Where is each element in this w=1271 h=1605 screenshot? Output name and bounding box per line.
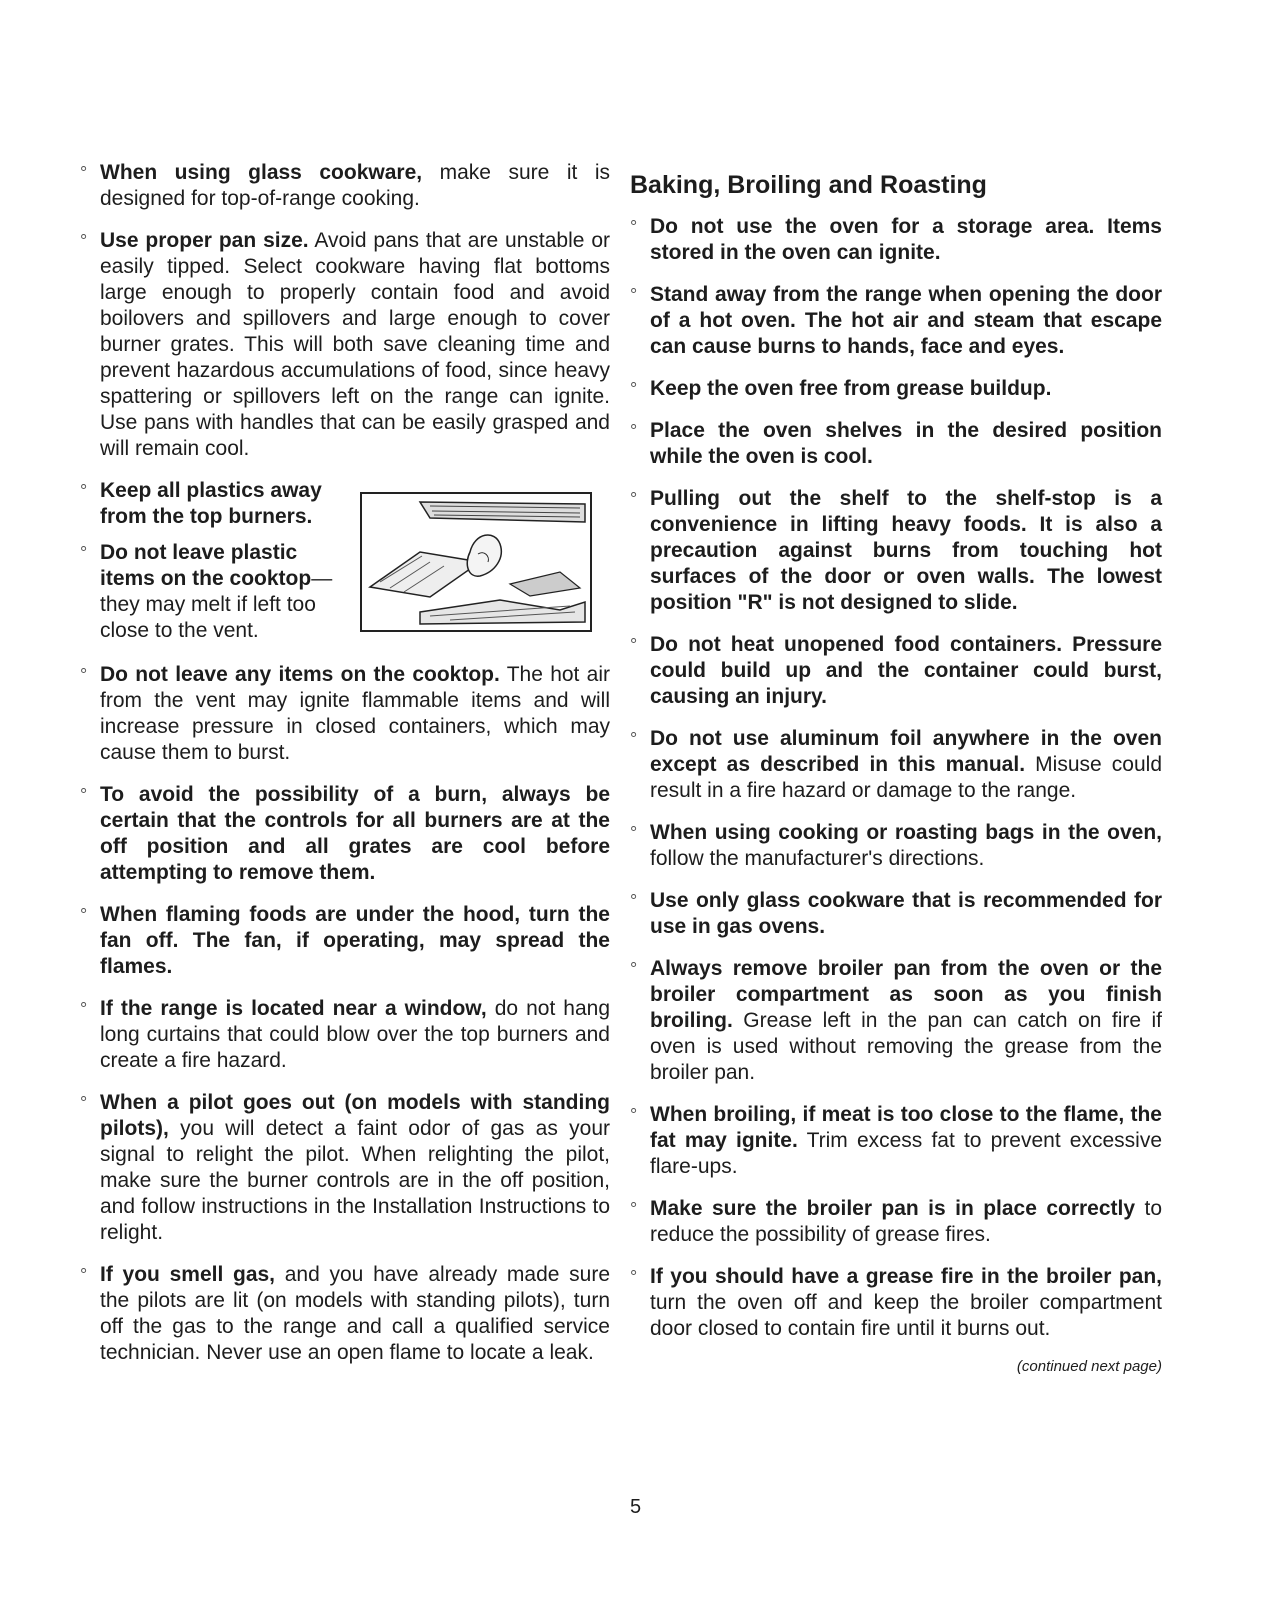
bullet-icon: ° [630,823,638,843]
bullet-item [628,486,1162,616]
bullet-lead-text: Do not heat unopened food containers. Pressure could build up and the container could burst, causing an injury. [650,633,1162,708]
bullet-item [78,478,348,530]
bullet-icon: ° [80,163,88,183]
bullet-icon: ° [80,1265,88,1285]
bullet-item [78,662,610,766]
page-number: 5 [629,1496,642,1518]
bullet-lead-text: If the range is located near a window, [100,997,487,1020]
bullet-icon: ° [80,905,88,925]
bullet-lead-text: If you smell gas, [100,1263,276,1286]
bullet-item [628,632,1162,710]
bullet-body-text: to reduce the possibility of grease fires. [650,1197,1162,1246]
bullet-body-text: —they may melt if left too close to the vent. [100,567,333,642]
bullet-item [78,1262,610,1366]
bullet-icon: ° [80,231,88,251]
bullet-item [78,902,610,980]
bullet-icon: ° [80,665,88,685]
bullet-item [628,888,1162,940]
bullet-item [78,160,610,212]
bullet-lead-text: Do not use aluminum foil anywhere in the oven except as described in this manual. [650,727,1162,776]
bullet-body-text: The hot air from the vent may ignite flammable items and will increase pressure in closed containers, which may cause them to burst. [100,663,610,764]
bullet-icon: ° [630,379,638,399]
bullet-lead-text: Keep all plastics away from the top burners. [100,479,322,528]
bullet-body-text: turn the oven off and keep the broiler compartment door closed to contain fire until it burns out. [650,1291,1162,1340]
left-column [78,160,610,1382]
bullet-lead-text: Make sure the broiler pan is in place correctly [650,1197,1136,1220]
bullet-body-text: Trim excess fat to prevent excessive flare-ups. [650,1129,1162,1178]
bullet-lead-text: When flaming foods are under the hood, turn the fan off. The fan, if operating, may spread the flames. [100,903,610,978]
bullet-body-text: Grease left in the pan can catch on fire if oven is used without removing the grease from the broiler pan. [650,1009,1162,1084]
bullet-icon: ° [630,1199,638,1219]
continued-note: (continued next page) [1016,1358,1162,1375]
bullet-icon: ° [630,1267,638,1287]
bullet-body-text: do not hang long curtains that could blow over the top burners and create a fire hazard. [100,997,610,1072]
bullet-body-text: you will detect a faint odor of gas as your signal to relight the pilot. When relighting the pilot, make sure the burner controls are in the off position, and follow instructions in the Installation Instructions to relight. [100,1117,610,1244]
cooktop-vent-illustration [360,492,592,632]
bullet-lead-text: Place the oven shelves in the desired position while the oven is cool. [650,419,1162,468]
bullet-lead-text: Use only glass cookware that is recommended for use in gas ovens. [650,889,1162,938]
bullet-item [628,820,1162,872]
bullet-icon: ° [630,489,638,509]
bullet-item [78,228,610,462]
bullet-item [628,726,1162,804]
bullet-item [78,540,348,644]
bullet-lead-text: If you should have a grease fire in the broiler pan, [650,1265,1162,1288]
bullet-item [78,1090,610,1246]
bullet-icon: ° [630,285,638,305]
bullet-lead-text: Always remove broiler pan from the oven or the broiler compartment as soon as you finish broiling. [650,957,1162,1032]
bullet-item [628,956,1162,1086]
bullet-icon: ° [80,543,88,563]
bullet-lead-text: Do not use the oven for a storage area. Items stored in the oven can ignite. [650,215,1162,264]
bullet-icon: ° [80,785,88,805]
bullet-icon: ° [630,729,638,749]
bullet-body-text: Avoid pans that are unstable or easily tipped. Select cookware having flat bottoms large enough to properly contain food and avoid boilovers and spillovers and large enough to cover burner grates. This will both save cleaning time and prevent hazardous accumulations of food, since heavy spattering or spillovers left on the range can ignite. Use pans with handles that can be easily grasped and will remain cool. [100,229,610,460]
bullet-lead-text: Do not leave plastic items on the cooktop [100,541,312,590]
bullet-item [628,1102,1162,1180]
bullet-lead-text: Use proper pan size. [100,229,309,252]
section-title: Baking, Broiling and Roasting [630,171,987,199]
bullet-lead-text: Keep the oven free from grease buildup. [650,377,1052,400]
bullet-icon: ° [80,1093,88,1113]
bullet-item [628,418,1162,470]
bullet-icon: ° [630,891,638,911]
bullet-lead-text: When using cooking or roasting bags in the oven, [650,821,1162,844]
bullet-body-text: make sure it is designed for top-of-range cooking. [100,161,610,210]
bullet-icon: ° [80,999,88,1019]
bullet-icon: ° [630,421,638,441]
bullet-lead-text: To avoid the possibility of a burn, always be certain that the controls for all burners are at the off position and all grates are cool before attempting to remove them. [100,783,610,884]
bullet-item [78,996,610,1074]
bullet-lead-text: Pulling out the shelf to the shelf-stop is a convenience in lifting heavy foods. It is also a precaution against burns from touching hot surfaces of the door or oven walls. The lowest position "R" is not designed to slide. [650,487,1162,614]
bullet-item [78,782,610,886]
bullet-item [628,376,1162,402]
plastics-figure-block [78,478,610,646]
bullet-lead-text: When broiling, if meat is too close to the flame, the fat may ignite. [650,1103,1162,1152]
bullet-icon: ° [630,635,638,655]
bullet-body-text: follow the manufacturer's directions. [650,847,985,870]
right-column [628,160,1162,1375]
bullet-icon: ° [630,1105,638,1125]
bullet-lead-text: Stand away from the range when opening the door of a hot oven. The hot air and steam that escape can cause burns to hands, face and eyes. [650,283,1162,358]
bullet-lead-text: Do not leave any items on the cooktop. [100,663,500,686]
bullet-body-text: Misuse could result in a fire hazard or damage to the range. [650,753,1162,802]
bullet-item [628,282,1162,360]
bullet-item [628,214,1162,266]
bullet-lead-text: When using glass cookware, [100,161,423,184]
bullet-body-text: and you have already made sure the pilots are lit (on models with standing pilots), turn off the gas to the range and call a qualified service technician. Never use an open flame to locate a leak. [100,1263,611,1364]
bullet-lead-text: When a pilot goes out (on models with standing pilots), [100,1091,610,1140]
bullet-icon: ° [80,481,88,501]
bullet-item [628,1264,1162,1342]
bullet-icon: ° [630,959,638,979]
bullet-item [628,1196,1162,1248]
bullet-icon: ° [630,217,638,237]
